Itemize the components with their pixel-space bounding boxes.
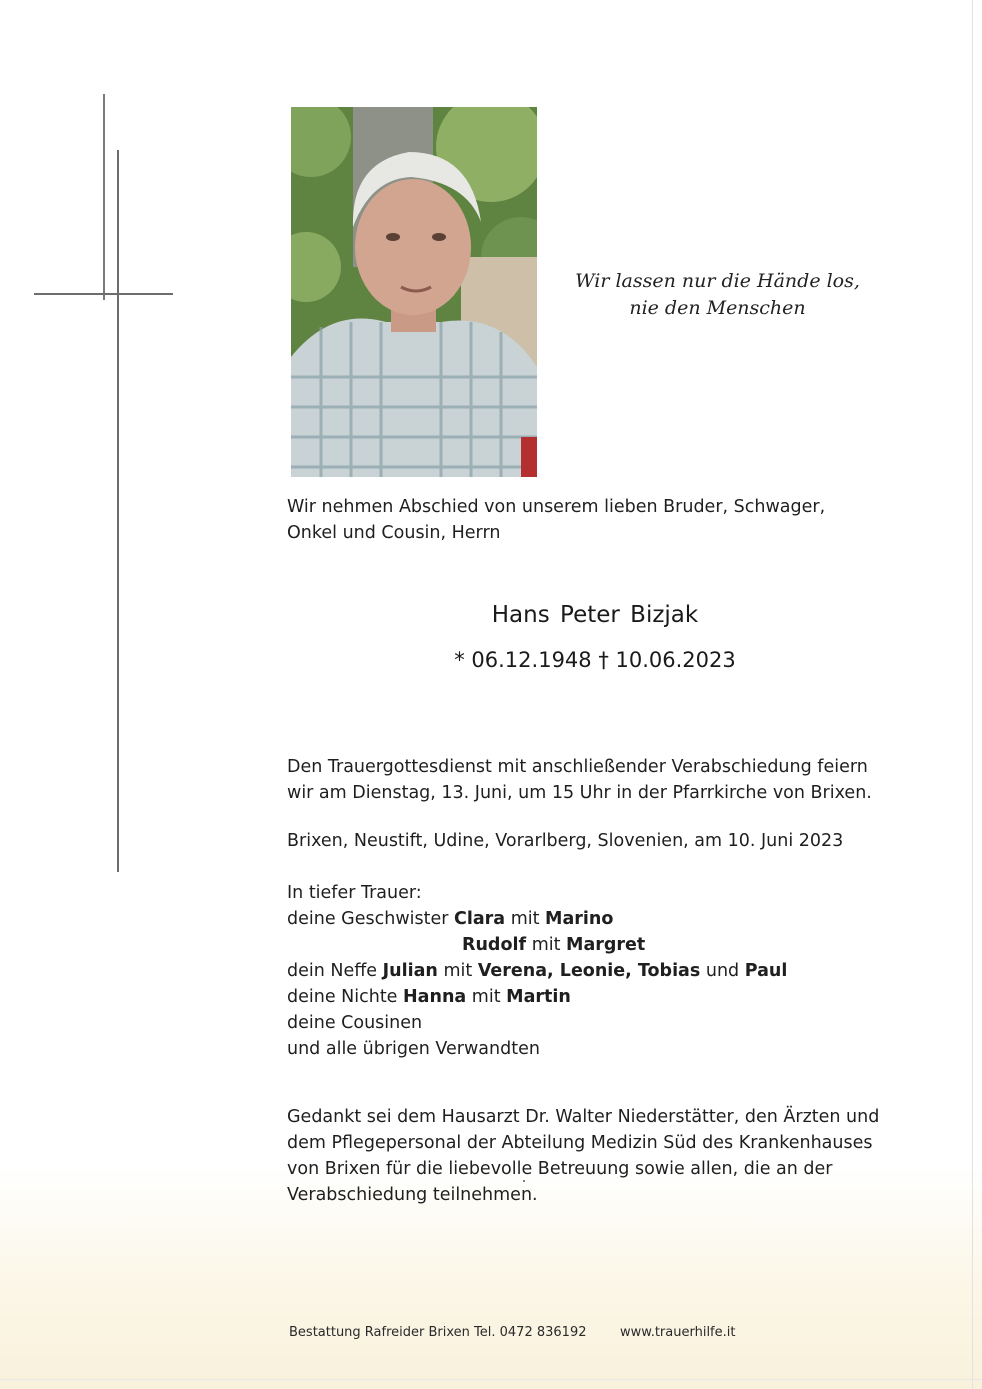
connector-text: mit <box>443 961 473 981</box>
mourners-list <box>287 880 787 1062</box>
thanks-line-3: von Brixen für die liebevolle Betreuung sowie allen, die an der <box>287 1159 833 1179</box>
quote-line-2: nie den Menschen <box>629 297 806 319</box>
list-item-nephew <box>287 958 787 984</box>
undertaker-contact: Bestattung Rafreider Brixen Tel. 0472 836192 <box>289 1325 587 1340</box>
portrait-photo <box>291 107 537 477</box>
siblings-prefix: deine Geschwister <box>287 909 449 929</box>
connector-text: mit <box>531 935 561 955</box>
connector-text: mit <box>471 987 501 1007</box>
farewell-intro <box>287 494 825 546</box>
cross-icon-horizontal-line <box>34 293 173 295</box>
cross-icon-vertical-line-1 <box>103 94 105 300</box>
nephew-family-last-name: Paul <box>744 961 788 981</box>
life-dates: * 06.12.1948 † 10.06.2023 <box>454 648 736 672</box>
quote-line-1: Wir lassen nur die Hände los, <box>575 270 860 292</box>
cross-icon-vertical-line-2 <box>117 150 119 872</box>
nephew-prefix: dein Neffe <box>287 961 378 981</box>
acknowledgement <box>287 1104 879 1208</box>
service-line-2: wir am Dienstag, 13. Juni, um 15 Uhr in der Pfarrkirche von Brixen. <box>287 783 872 803</box>
sibling-name: Clara <box>454 909 506 929</box>
thanks-line-4: Verabschiedung teilnehmen. <box>287 1185 538 1205</box>
partner-name: Margret <box>566 935 646 955</box>
connector-text: und <box>705 961 740 981</box>
intro-line-1: Wir nehmen Abschied von unserem lieben Bruder, Schwager, <box>287 497 826 517</box>
connector-text: mit <box>510 909 540 929</box>
niece-partner-name: Martin <box>506 987 571 1007</box>
niece-name: Hanna <box>403 987 467 1007</box>
list-item-siblings-2 <box>287 932 787 958</box>
place-and-date: Brixen, Neustift, Udine, Vorarlberg, Slovenien, am 10. Juni 2023 <box>287 831 844 851</box>
intro-line-2: Onkel und Cousin, Herrn <box>287 523 501 543</box>
website-link[interactable]: www.trauerhilfe.it <box>620 1325 736 1340</box>
service-line-1: Den Trauergottesdienst mit anschließender Verabschiedung feiern <box>287 757 868 777</box>
partner-name: Marino <box>545 909 614 929</box>
sibling-name: Rudolf <box>462 935 527 955</box>
memorial-quote <box>545 268 890 322</box>
funeral-service-info <box>287 754 872 806</box>
scan-speck <box>523 1180 525 1182</box>
mourners-heading: In tiefer Trauer: <box>287 883 422 903</box>
list-item-relatives: und alle übrigen Verwandten <box>287 1039 540 1059</box>
thanks-line-1: Gedankt sei dem Hausarzt Dr. Walter Niederstätter, den Ärzten und <box>287 1107 880 1127</box>
deceased-name: Hans Peter Bizjak <box>491 602 699 628</box>
page-edge-bottom <box>0 1379 982 1380</box>
niece-prefix: deine Nichte <box>287 987 398 1007</box>
list-item-cousins: deine Cousinen <box>287 1013 423 1033</box>
nephew-name: Julian <box>382 961 438 981</box>
nephew-family-names: Verena, Leonie, Tobias <box>477 961 701 981</box>
page-edge-right <box>972 0 973 1389</box>
list-item-niece <box>287 984 787 1010</box>
list-item-siblings-1 <box>287 906 787 932</box>
thanks-line-2: dem Pflegepersonal der Abteilung Medizin Süd des Krankenhauses <box>287 1133 873 1153</box>
